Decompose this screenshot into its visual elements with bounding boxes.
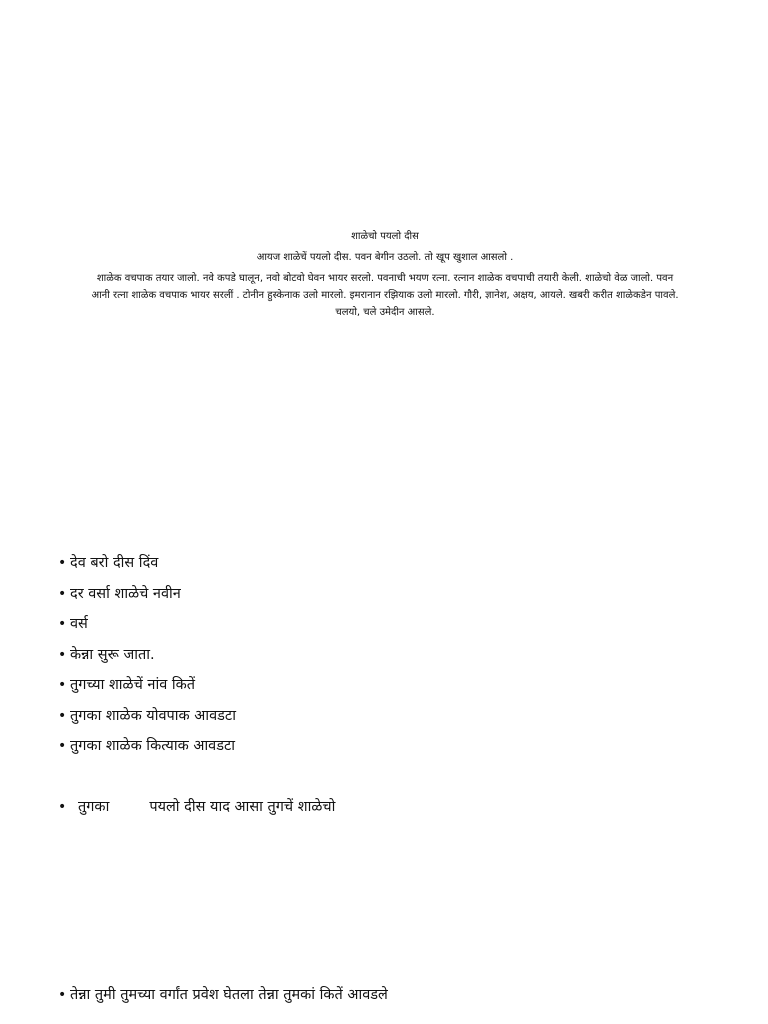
list-item [58,579,236,610]
question-text-part2: पयलो दीस याद आसा तुगचें शाळेचो [149,799,336,815]
question-list-secondary [58,792,335,823]
list-item [58,731,236,762]
list-item [58,640,236,671]
story-first-line: आयज शाळेचें पयलो दीस. पवन बेगीन उठलो. तो खूप खुशाल आसलो . [256,252,514,263]
question-text: केन्ना सुरू जाता. [70,646,155,663]
bullet-icon: • [58,707,67,724]
bullet-icon: • [58,555,67,571]
list-item [58,792,335,823]
bullet-icon: • [58,677,67,693]
story-title: शाळेचो पयलो दीस [351,231,419,242]
question-list [58,548,236,762]
bullet-icon: • [58,585,67,602]
list-item [58,670,236,701]
list-item [58,548,236,579]
question-text-part1: तुगका [78,799,110,815]
bullet-icon: • [58,987,67,1003]
bullet-icon: • [58,738,67,754]
question-text: तुगका शाळेक कित्याक आवडटा [70,738,236,754]
bullet-icon: • [58,616,67,632]
story-paragraph: शाळेक वचपाक तयार जालो. नवे कपडे घालून, नवो बोटवो घेवन भायर सरलो. पवनाची भयण रत्ना. रत्नान शाळेक वचपाची तयारी केली. शाळेचो वेळ जालो. पवन आनी रत्ना शाळेक वचपाक भायर सरलीं . टोनीन हुस्केनाक उलो मारलो. इमरानान रझियाक उलो मारलो. गौरी, ज्ञानेश, अक्षय, आयले. खबरी करीत शाळेकडेन पावले. चलयो, चले उमेदीन आसले. [91,273,679,318]
question-text: वर्स [70,616,88,632]
list-item [58,980,388,1011]
question-list-bottom [58,980,388,1011]
bullet-icon: • [58,646,67,663]
bullet-icon: • [58,799,67,815]
question-text: तुगच्या शाळेचें नांव कितें [70,677,196,693]
list-item [58,609,236,640]
story-block [90,228,680,321]
list-item [58,701,236,732]
question-text: तेन्ना तुमी तुमच्या वर्गांत प्रवेश घेतला तेन्ना तुमकां कितें आवडले [70,987,388,1003]
question-text: दर वर्सा शाळेचे नवीन [70,585,181,602]
question-text: देव बरो दीस दिंव [70,555,159,571]
question-text: तुगका शाळेक योवपाक आवडटा [70,707,236,724]
